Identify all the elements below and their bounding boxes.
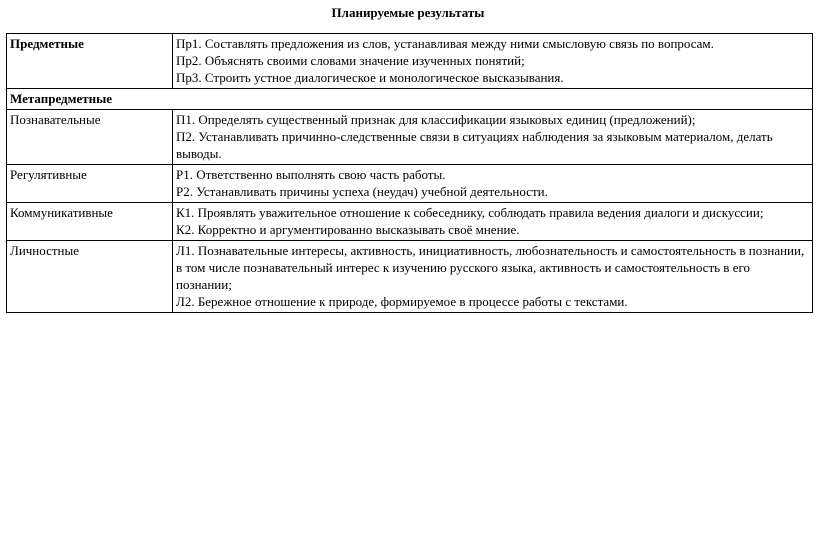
- row-content-communicative: [173, 203, 813, 241]
- page-title: Планируемые результаты: [331, 5, 485, 20]
- table-row-subject: [7, 34, 813, 89]
- result-item-k1: К1. Проявлять уважительное отношение к собеседнику, соблюдать правила ведения диалоги и дискуссии;: [176, 205, 764, 220]
- result-item-p1: П1. Определять существенный признак для классификации языковых единиц (предложений);: [176, 112, 696, 127]
- row-label-personal: Личностные: [7, 241, 173, 313]
- result-item-l1: Л1. Познавательные интересы, активность, инициативность, любознательность и самостоятельность в познании, в том числе познавательный интерес к изучению русского языка, активность и самостоятельность в его познании;: [176, 243, 805, 292]
- result-item-l2: Л2. Бережное отношение к природе, формируемое в процессе работы с текстами.: [176, 294, 628, 309]
- result-item-r1: Р1. Ответственно выполнять свою часть работы.: [176, 167, 446, 182]
- table-row-cognitive: [7, 110, 813, 165]
- row-content-subject: [173, 34, 813, 89]
- result-item-pr2: Пр2. Объяснять своими словами значение изученных понятий;: [176, 53, 525, 68]
- table-row-personal: [7, 241, 813, 313]
- row-content-cognitive: [173, 110, 813, 165]
- result-item-pr1: Пр1. Составлять предложения из слов, устанавливая между ними смысловую связь по вопросам.: [176, 36, 714, 51]
- row-content-regulatory: [173, 165, 813, 203]
- result-item-pr3: Пр3. Строить устное диалогическое и монологическое высказывания.: [176, 70, 564, 85]
- results-table: [6, 33, 813, 313]
- section-header-meta: Метапредметные: [7, 89, 813, 110]
- row-label-subject: Предметные: [7, 34, 173, 89]
- row-label-regulatory: Регулятивные: [7, 165, 173, 203]
- table-row-meta-header: [7, 89, 813, 110]
- table-row-regulatory: [7, 165, 813, 203]
- row-label-cognitive: Познавательные: [7, 110, 173, 165]
- row-content-personal: [173, 241, 813, 313]
- result-item-r2: Р2. Устанавливать причины успеха (неудач) учебной деятельности.: [176, 184, 548, 199]
- row-label-communicative: Коммуникативные: [7, 203, 173, 241]
- result-item-k2: К2. Корректно и аргументированно высказывать своё мнение.: [176, 222, 520, 237]
- result-item-p2: П2. Устанавливать причинно-следственные связи в ситуациях наблюдения за языковым материалом, делать выводы.: [176, 129, 773, 161]
- table-row-communicative: [7, 203, 813, 241]
